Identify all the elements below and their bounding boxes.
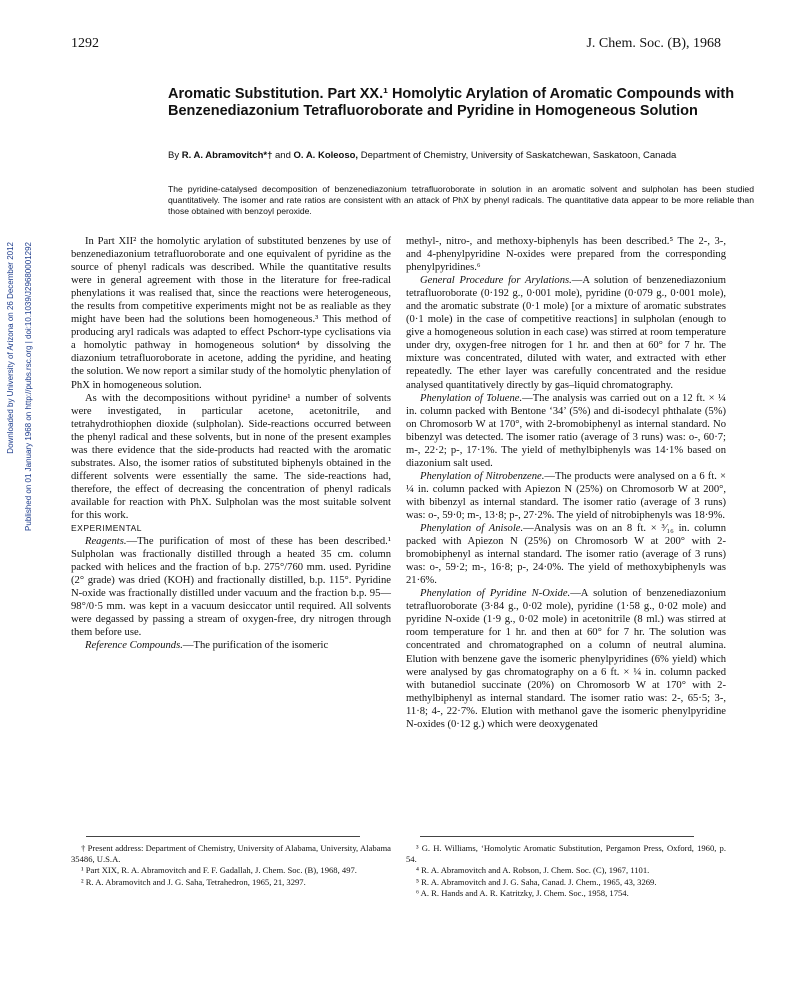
footnote-rule-right — [420, 836, 694, 837]
reference-paragraph — [71, 639, 391, 652]
author-2: O. A. Koleoso, — [293, 150, 359, 161]
anisole-paragraph — [406, 522, 726, 587]
right-column — [406, 235, 726, 731]
anisole-heading: Phenylation of Anisole. — [420, 523, 524, 535]
general-heading: General Procedure for Arylations. — [420, 275, 572, 287]
footnote: † Present address: Department of Chemistry, University of Alabama, University, Alabama 35486, U.S.A. — [71, 843, 391, 864]
by-label: By — [168, 150, 180, 161]
intro-paragraph: In Part XII² the homolytic arylation of substituted benzenes by use of benzenediazonium tetrafluoroborate and one equivalent of pyridine as the source of phenyl radicals was described. While the quantitative results were in general agreement with those in the literature for free-radical phenylations it was realised that, since the reactions were heterogeneous, the results from competitive experiments might not be as realiable as they might have been had the solutions been homogeneous.³ This method of producing aryl radicals was adapted to effect Pschorr-type cyclisations via a homolytic pathway in homogeneous solution⁴ by dissolving the diazonium tetrafluoroborate in acetone, adding the pyridine, and heating the solution. We now report a similar study of the homolytic phenylation of PhX in homogeneous solution. — [71, 236, 391, 391]
nitro-text: —The products were analysed on a 6 ft. × ¼ in. column packed with Apiezon N (25%) on Chromosorb W at 200°, with bibenzyl as internal standard. The isomer ratio (average of 3 runs) was: o-, 59·0; m-, 13·8; p-, 27·2%. The yield of nitrobiphenyls was 18·9%. — [406, 470, 726, 521]
footnotes-left — [71, 843, 391, 888]
pyridine-paragraph — [406, 587, 726, 731]
author-1: R. A. Abramovitch*† — [181, 150, 273, 161]
and-label: and — [275, 150, 291, 161]
footnotes-right — [406, 843, 726, 900]
footnote: ⁶ A. R. Hands and A. R. Katritzky, J. Chem. Soc., 1958, 1754. — [416, 888, 629, 899]
reagents-text: —The purification of most of these has been described.¹ Sulpholan was fractionally distilled through a heated 35 cm. column packed with helices and the fraction of b.p. 275°/760 mm. used. Pyridine (2° grade) was dried (KOH) and fractionally distilled, b.p. 115°. Pyridine N-oxide was fractionally distilled under vacuum and the fraction b.p. 95—98°/0·5 mm. was kept in a vacuum desiccator until required. All solvents were degassed by passing a stream of oxygen-free, dry nitrogen through them before use. — [71, 536, 391, 639]
pyridine-heading: Phenylation of Pyridine N-Oxide. — [420, 588, 571, 600]
published-note[interactable]: Published on 01 January 1968 on http://pubs.rsc.org | doi:10.1039/J29680001292 — [24, 242, 33, 531]
reference-heading: Reference Compounds. — [85, 640, 183, 652]
toluene-text: —The analysis was carried out on a 12 ft. × ¼ in. column packed with Bentone ‘34’ (5%) and di-isodecyl phthalate (5%) on Chromosorb W at 170°, with 2-bromobiphenyl as internal standard. No bibenzyl was detected. The isomer ratio (average of 3 runs) was: o-, 60·7; m-, 22·2; p-, 17·1%. The yield of methylbiphenyls was 14·1% based on diazonium salt used. — [406, 392, 726, 469]
left-column — [71, 235, 391, 653]
nitro-paragraph — [406, 470, 726, 522]
pyridine-text: —A solution of benzenediazonium tetrafluoroborate (3·84 g., 0·02 mole), pyridine (1·58 g., 0·02 mole) and pyridine N-oxide (1·9 g., 0·02 mole) in acetonitrile (8 ml.) was stirred at room temperature for 1 hr. and then at 60° for 7 hr. The solution was concentrated and chromatographed on a column of neutral alumina. Elution with benzene gave the isomeric phenylpyridines (6% yield) which were analysed by gas chromatography on a 6 ft. × ¼ in. column packed with butanediol succinate (20%) on Chromosorb W at 170° with 2-methylbiphenyl as internal standard. The isomer ratio was: 2-, 65·5; 3-, 11·8; 4-, 22·7%. Elution with methanol gave the isomeric phenylpyridine N-oxides (0·12 g.) which were deoxygenated — [406, 588, 726, 730]
journal-header: J. Chem. Soc. (B), 1968 — [586, 36, 721, 51]
footnote: ⁴ R. A. Abramovitch and A. Robson, J. Chem. Soc. (C), 1967, 1101. — [416, 865, 650, 876]
reference-text: —The purification of the isomeric — [182, 640, 329, 652]
footnote: ² R. A. Abramovitch and J. G. Saha, Tetrahedron, 1965, 21, 3297. — [81, 876, 306, 887]
download-watermark — [2, 232, 44, 632]
reagents-paragraph — [71, 535, 391, 639]
author-line — [168, 150, 748, 162]
toluene-heading: Phenylation of Toluene. — [420, 392, 523, 404]
footnote-rule-left — [86, 836, 360, 837]
continued-paragraph: methyl-, nitro-, and methoxy-biphenyls has been described.⁵ The 2-, 3-, and 4-phenylpyridine N-oxides were prepared from the corresponding phenylpyridines.⁶ — [406, 236, 726, 274]
footnote: ³ G. H. Williams, ‘Homolytic Aromatic Substitution, Pergamon Press, Oxford, 1960, p. 54. — [406, 843, 726, 864]
article-title: Aromatic Substitution. Part XX.¹ Homolytic Arylation of Aromatic Compounds with Benzenediazonium Tetrafluoroborate and Pyridine in Homogeneous Solution — [168, 86, 735, 119]
page-number: 1292 — [71, 36, 99, 51]
affiliation: Department of Chemistry, University of Saskatchewan, Saskatoon, Canada — [360, 150, 677, 161]
general-text: —A solution of benzenediazonium tetrafluoroborate (0·192 g., 0·001 mole), pyridine (0·079 g., 0·001 mole), and the aromatic substrate (0·1 mole) [or a mixture of aromatic substrates (0·1 mole) in the case of competitive reactions] in sulpholan (enough to give a homogeneous solution in each case) was stirred at room temperature under dry, oxygen-free nitrogen for 1 hr. and then at 60° for 7 hr. The mixture was concentrated, diluted with water, and extracted with ether repeatedly. The ether layer was carefully concentrated and the residue analysed quantitatively directly by gas–liquid chromatography. — [406, 275, 726, 391]
solvents-paragraph: As with the decompositions without pyridine¹ a number of solvents were investigated, in particular acetone, acetonitrile, and tetrahydrothiophen dioxide (sulpholan). Side-reactions occurred between the phenyl radical and these solvents, but in none of the present examples was there evidence that the side-products had reacted with the aromatic substrates. Also, the isomer ratios of substituted biphenyls obtained in the different solvents were essentially the same. The side-reactions had, therefore, the effect of decreasing the concentration of phenyl radicals available for reaction with PhX. Sulpholan was the most suitable solvent for this work. — [71, 392, 391, 521]
section-heading: EXPERIMENTAL — [71, 523, 143, 534]
general-paragraph — [406, 274, 726, 391]
reagents-heading: Reagents. — [85, 536, 127, 548]
footnote: ¹ Part XIX, R. A. Abramovitch and F. F. Gadallah, J. Chem. Soc. (B), 1968, 497. — [81, 865, 357, 876]
nitro-heading: Phenylation of Nitrobenzene. — [420, 470, 545, 482]
footnote: ⁵ R. A. Abramovitch and J. G. Saha, Canad. J. Chem., 1965, 43, 3269. — [416, 876, 657, 887]
downloaded-note: Downloaded by University of Arizona on 26 December 2012 — [6, 242, 15, 454]
toluene-paragraph — [406, 392, 726, 470]
anisole-text: —Analysis was on an 8 ft. × ³⁄₁₆ in. column packed with Apiezon N (25%) on Chromosorb W at 200° with 2-bromobiphenyl as internal standard. The isomer ratio (average of 3 runs) was: o-, 59·2; m-, 16·8; p-, 24·0%. The yield of methoxybiphenyls was 21·6%. — [406, 523, 726, 587]
abstract: The pyridine-catalysed decomposition of benzenediazonium tetrafluoroborate in solution in an aromatic solvent and sulpholan has been studied quantitatively. The isomer and rate ratios are consistent with an attack of PhX by phenyl radicals. The quantitative data appear to be more reliable than those obtained with benzoyl peroxide. — [168, 184, 754, 216]
